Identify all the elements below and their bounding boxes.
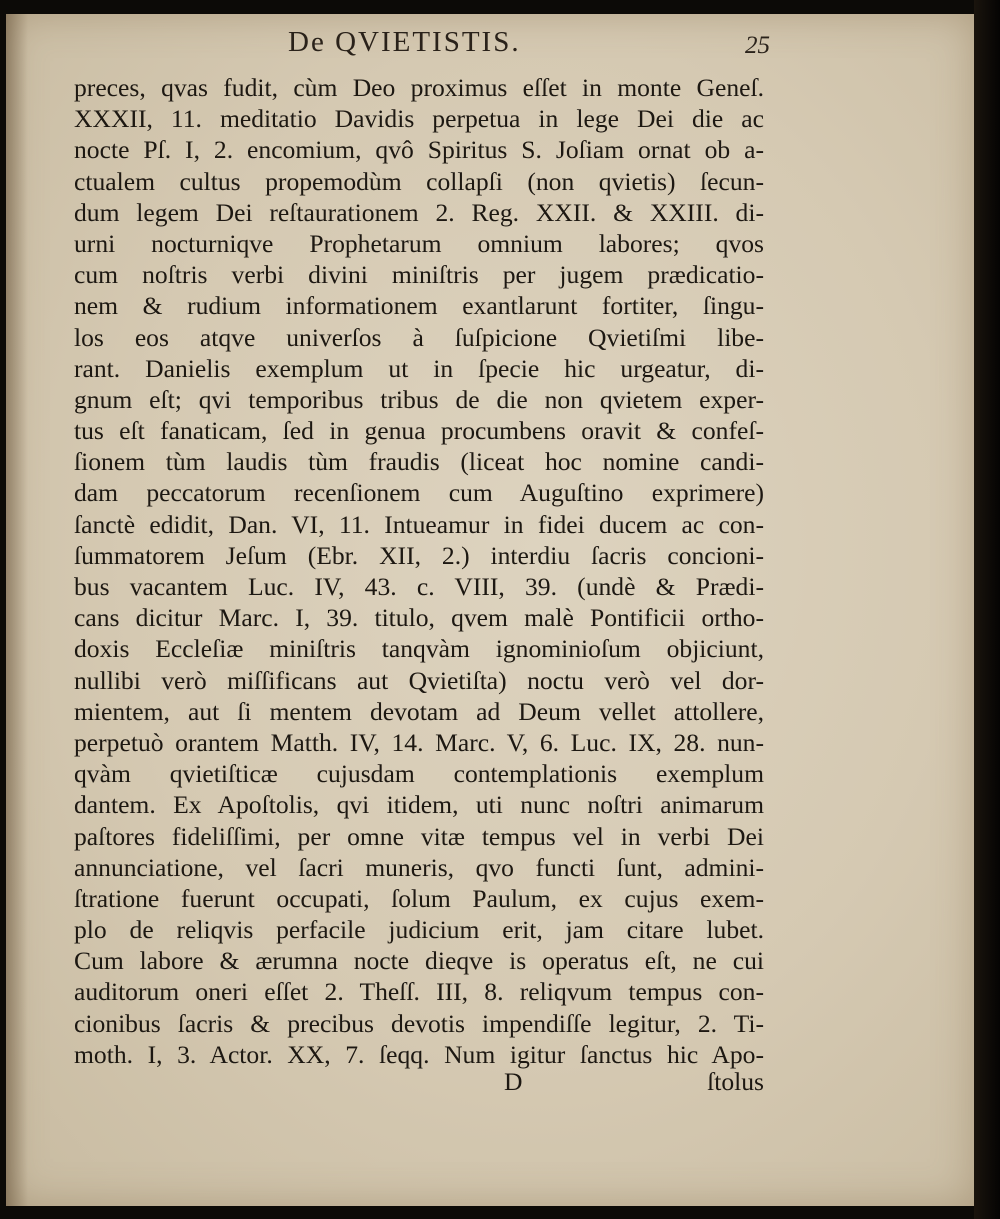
text-line: preces, qvas fudit, cùm Deo proximus eſſet in monte Geneſ. [74, 73, 764, 102]
text-line: annunciatione, vel ſacri muneris, qvo functi ſunt, admini- [74, 852, 764, 882]
page-edge-shadow [974, 0, 1000, 1219]
catchword: ſtolus [707, 1067, 764, 1096]
text-line: XXXII, 11. meditatio Davidis perpetua in lege Dei die ac [74, 104, 764, 134]
text-line: los eos atqve univerſos à ſuſpicione Qvietiſmi libe- [74, 322, 764, 352]
text-line: urni nocturniqve Prophetarum omnium labores; qvos [74, 228, 764, 258]
signature-mark: D [504, 1067, 523, 1096]
text-line: dantem. Ex Apoſtolis, qvi itidem, uti nunc noſtri animarum [74, 790, 764, 820]
running-head-title: De QVIETISTIS. [288, 26, 521, 58]
text-line: cans dicitur Marc. I, 39. titulo, qvem malè Pontificii ortho- [74, 603, 764, 633]
text-line: paſtores fideliſſimi, per omne vitæ tempus vel in verbi Dei [74, 821, 764, 851]
text-line: nocte Pſ. I, 2. encomium, qvô Spiritus S. Joſiam ornat ob a- [74, 135, 764, 165]
text-line: nem & rudium informationem exantlarunt fortiter, ſingu- [74, 291, 764, 321]
text-line: ctualem cultus propemodùm collapſi (non qvietis) ſecun- [74, 166, 764, 196]
text-line: ſanctè edidit, Dan. VI, 11. Intueamur in fidei ducem ac con- [74, 509, 764, 539]
text-line: tus eſt fanaticam, ſed in genua procumbens oravit & confeſ- [74, 416, 764, 446]
text-line: auditorum oneri eſſet 2. Theſſ. III, 8. reliqvum tempus con- [74, 977, 764, 1007]
text-line: ſtratione fuerunt occupati, ſolum Paulum, ex cujus exem- [74, 883, 764, 913]
page-number: 25 [745, 32, 770, 59]
signature-line [74, 1067, 764, 1099]
text-line: dum legem Dei reſtaurationem 2. Reg. XXII. & XXIII. di- [74, 197, 764, 227]
text-line: moth. I, 3. Actor. XX, 7. ſeqq. Num igitur ſanctus hic Apo- [74, 1039, 764, 1069]
text-line: mientem, aut ſi mentem devotam ad Deum vellet attollere, [74, 696, 764, 726]
text-line: doxis Eccleſiæ miniſtris tanqvàm ignominioſum objiciunt, [74, 634, 764, 664]
text-line: Cum labore & ærumna nocte dieqve is operatus eſt, ne cui [74, 946, 764, 976]
text-line: cum noſtris verbi divini miniſtris per jugem prædicatio- [74, 260, 764, 290]
text-line: perpetuò orantem Matth. IV, 14. Marc. V, 6. Luc. IX, 28. nun- [74, 727, 764, 757]
text-line: rant. Danielis exemplum ut in ſpecie hic urgeatur, di- [74, 353, 764, 383]
text-line: plo de reliqvis perfacile judicium erit, jam citare lubet. [74, 915, 764, 945]
text-line: ſionem tùm laudis tùm fraudis (liceat hoc nomine candi- [74, 447, 764, 477]
text-line: gnum eſt; qvi temporibus tribus de die non qvietem exper- [74, 384, 764, 414]
text-line: cionibus ſacris & precibus devotis impendiſſe legitur, 2. Ti- [74, 1008, 764, 1038]
text-line: nullibi verò miſſificans aut Qvietiſta) noctu verò vel dor- [74, 665, 764, 695]
text-line: ſummatorem Jeſum (Ebr. XII, 2.) interdiu ſacris concioni- [74, 540, 764, 570]
text-line: dam peccatorum recenſionem cum Auguſtino exprimere) [74, 478, 764, 508]
body-text [74, 72, 764, 1070]
text-line: qvàm qvietiſticæ cujusdam contemplationis exemplum [74, 759, 764, 789]
running-head [270, 20, 770, 64]
text-line: bus vacantem Luc. IV, 43. c. VIII, 39. (undè & Prædi- [74, 572, 764, 601]
